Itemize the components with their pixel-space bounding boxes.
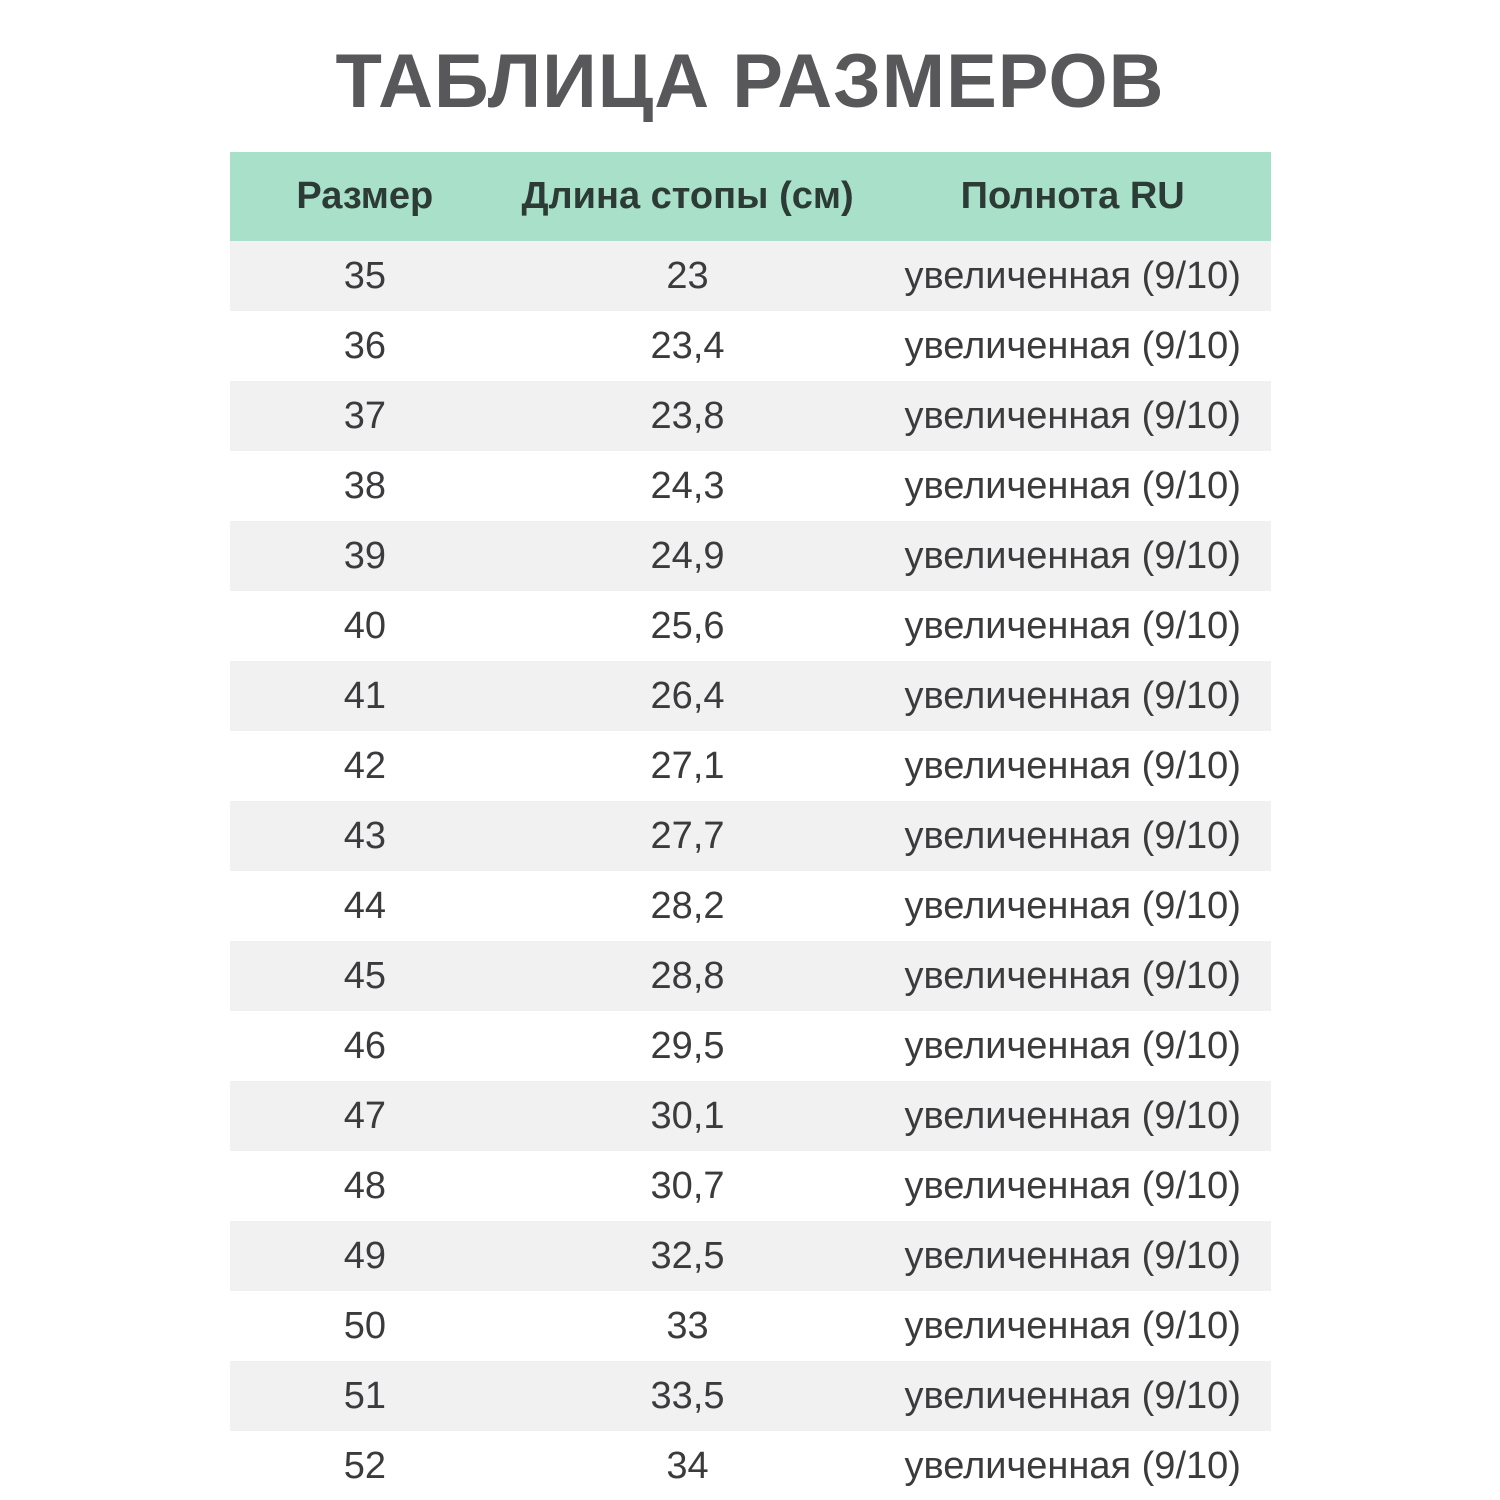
table-body <box>230 241 1271 1500</box>
column-header-fullness: Полнота RU <box>960 175 1185 217</box>
table-row <box>230 241 1271 311</box>
size-cell: 50 <box>343 1304 386 1347</box>
column-header-size: Размер <box>296 175 434 217</box>
foot-length-cell: 23,4 <box>650 324 725 367</box>
foot-length-cell: 28,8 <box>650 954 725 997</box>
foot-length-cell: 28,2 <box>650 884 725 927</box>
table-row <box>230 311 1271 381</box>
fullness-cell: увеличенная (9/10) <box>904 674 1241 717</box>
size-cell: 47 <box>343 1094 386 1137</box>
fullness-cell: увеличенная (9/10) <box>904 1024 1241 1067</box>
column-header-foot-length: Длина стопы (см) <box>521 175 854 217</box>
size-cell: 44 <box>343 884 386 927</box>
size-cell: 38 <box>343 464 386 507</box>
fullness-cell: увеличенная (9/10) <box>904 1094 1241 1137</box>
size-cell: 49 <box>343 1234 386 1277</box>
table-row <box>230 661 1271 731</box>
table-row <box>230 1431 1271 1500</box>
size-cell: 46 <box>343 1024 386 1067</box>
table-row <box>230 1221 1271 1291</box>
foot-length-cell: 24,3 <box>650 464 725 507</box>
foot-length-cell: 33 <box>666 1304 709 1347</box>
foot-length-cell: 27,7 <box>650 814 725 857</box>
table-row <box>230 941 1271 1011</box>
size-cell: 42 <box>343 744 386 787</box>
table-row <box>230 591 1271 661</box>
foot-length-cell: 26,4 <box>650 674 725 717</box>
fullness-cell: увеличенная (9/10) <box>904 1374 1241 1417</box>
table-row <box>230 1081 1271 1151</box>
fullness-cell: увеличенная (9/10) <box>904 744 1241 787</box>
fullness-cell: увеличенная (9/10) <box>904 1304 1241 1347</box>
fullness-cell: увеличенная (9/10) <box>904 1234 1241 1277</box>
size-cell: 45 <box>343 954 386 997</box>
table-row <box>230 521 1271 591</box>
foot-length-cell: 34 <box>666 1444 709 1487</box>
fullness-cell: увеличенная (9/10) <box>904 884 1241 927</box>
foot-length-cell: 29,5 <box>650 1024 725 1067</box>
size-cell: 51 <box>343 1374 386 1417</box>
size-cell: 36 <box>343 324 386 367</box>
foot-length-cell: 27,1 <box>650 744 725 787</box>
table-row <box>230 1151 1271 1221</box>
foot-length-cell: 32,5 <box>650 1234 725 1277</box>
size-table <box>230 152 1271 1500</box>
size-cell: 48 <box>343 1164 386 1207</box>
table-row <box>230 731 1271 801</box>
size-cell: 52 <box>343 1444 386 1487</box>
fullness-cell: увеличенная (9/10) <box>904 1444 1241 1487</box>
table-header-row <box>230 152 1271 241</box>
fullness-cell: увеличенная (9/10) <box>904 814 1241 857</box>
size-cell: 39 <box>343 534 386 577</box>
table-row <box>230 1291 1271 1361</box>
fullness-cell: увеличенная (9/10) <box>904 604 1241 647</box>
fullness-cell: увеличенная (9/10) <box>904 954 1241 997</box>
size-cell: 35 <box>343 254 386 297</box>
fullness-cell: увеличенная (9/10) <box>904 1164 1241 1207</box>
foot-length-cell: 33,5 <box>650 1374 725 1417</box>
size-cell: 40 <box>343 604 386 647</box>
size-cell: 37 <box>343 394 386 437</box>
foot-length-cell: 30,7 <box>650 1164 725 1207</box>
fullness-cell: увеличенная (9/10) <box>904 534 1241 577</box>
fullness-cell: увеличенная (9/10) <box>904 324 1241 367</box>
foot-length-cell: 30,1 <box>650 1094 725 1137</box>
table-row <box>230 451 1271 521</box>
table-row <box>230 1011 1271 1081</box>
foot-length-cell: 23,8 <box>650 394 725 437</box>
size-chart-page <box>0 38 1500 1500</box>
foot-length-cell: 23 <box>666 254 709 297</box>
table-row <box>230 871 1271 941</box>
fullness-cell: увеличенная (9/10) <box>904 254 1241 297</box>
table-row <box>230 1361 1271 1431</box>
size-cell: 41 <box>343 674 386 717</box>
foot-length-cell: 25,6 <box>650 604 725 647</box>
table-row <box>230 381 1271 451</box>
foot-length-cell: 24,9 <box>650 534 725 577</box>
size-cell: 43 <box>343 814 386 857</box>
table-row <box>230 801 1271 871</box>
fullness-cell: увеличенная (9/10) <box>904 394 1241 437</box>
page-title: ТАБЛИЦА РАЗМЕРОВ <box>335 39 1165 124</box>
fullness-cell: увеличенная (9/10) <box>904 464 1241 507</box>
